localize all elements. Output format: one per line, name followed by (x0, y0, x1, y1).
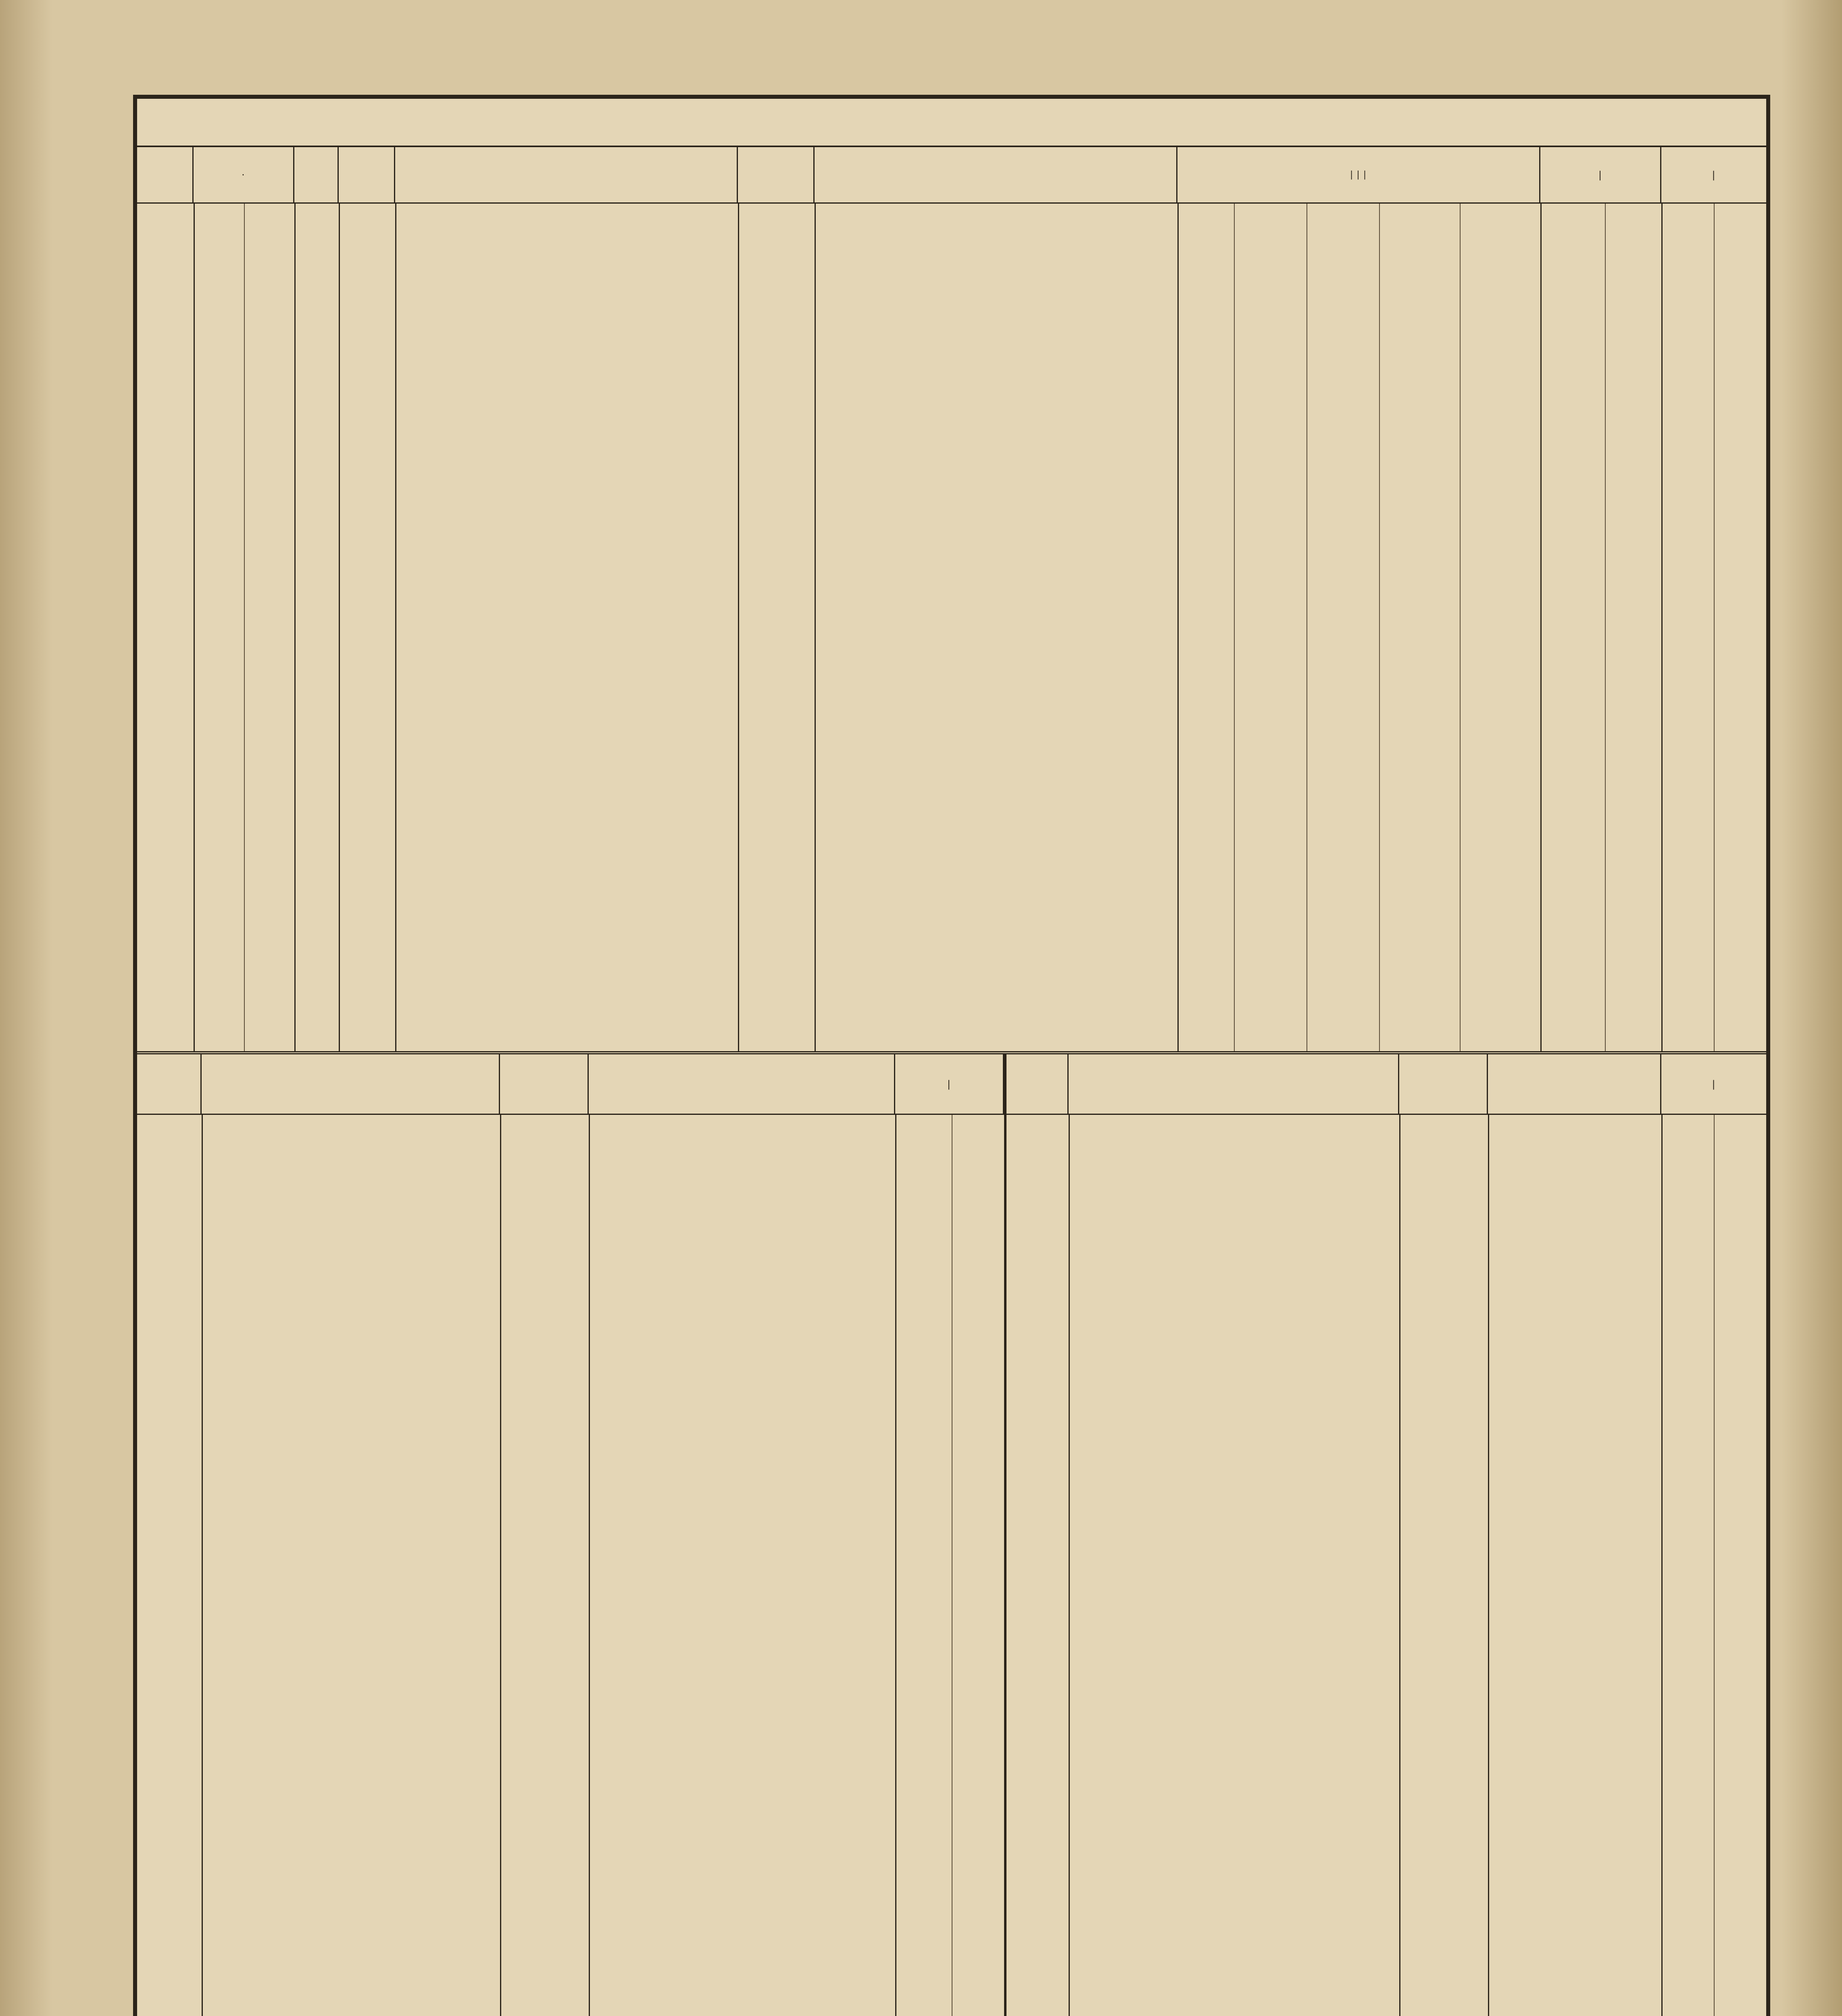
bl-col-designation (202, 1054, 500, 1114)
bl-col-comptant (589, 1054, 895, 1114)
col-taux (137, 147, 194, 202)
a-terme-sub: | | | (1350, 170, 1367, 180)
page-binding (0, 0, 52, 2016)
bottom-table-header (137, 1054, 1766, 1115)
bl-interets-sub: | (947, 1078, 951, 1090)
newspaper-page (133, 95, 1770, 2016)
page-edge (1782, 0, 1842, 2016)
col-liq-label: · (242, 169, 245, 181)
col-cloture (1540, 147, 1661, 202)
br-col-comptant (1488, 1054, 1661, 1114)
col-au-comptant (815, 147, 1177, 202)
cloture-sub: | (1598, 169, 1602, 181)
bl-col-taux (137, 1054, 202, 1114)
br-col-interets (1661, 1054, 1766, 1114)
interets-sub: | (1712, 169, 1716, 181)
bl-col-jouissance (500, 1054, 589, 1114)
cash-market-table (137, 1054, 1766, 2016)
br-col-taux (1004, 1054, 1069, 1114)
br-col-jouissance (1399, 1054, 1488, 1114)
top-table-header (137, 147, 1766, 204)
col-reports (194, 147, 294, 202)
col-jouissance (738, 147, 815, 202)
col-cours-compens (339, 147, 395, 202)
br-interets-sub: | (1712, 1078, 1716, 1090)
col-designation (395, 147, 738, 202)
col-interets (1661, 147, 1766, 202)
forward-market-table (137, 147, 1766, 1054)
br-col-designation (1069, 1054, 1399, 1114)
col-a-terme (1177, 147, 1540, 202)
col-liq-autre (294, 147, 339, 202)
bl-col-interets (895, 1054, 1004, 1114)
page-header (137, 99, 1766, 147)
